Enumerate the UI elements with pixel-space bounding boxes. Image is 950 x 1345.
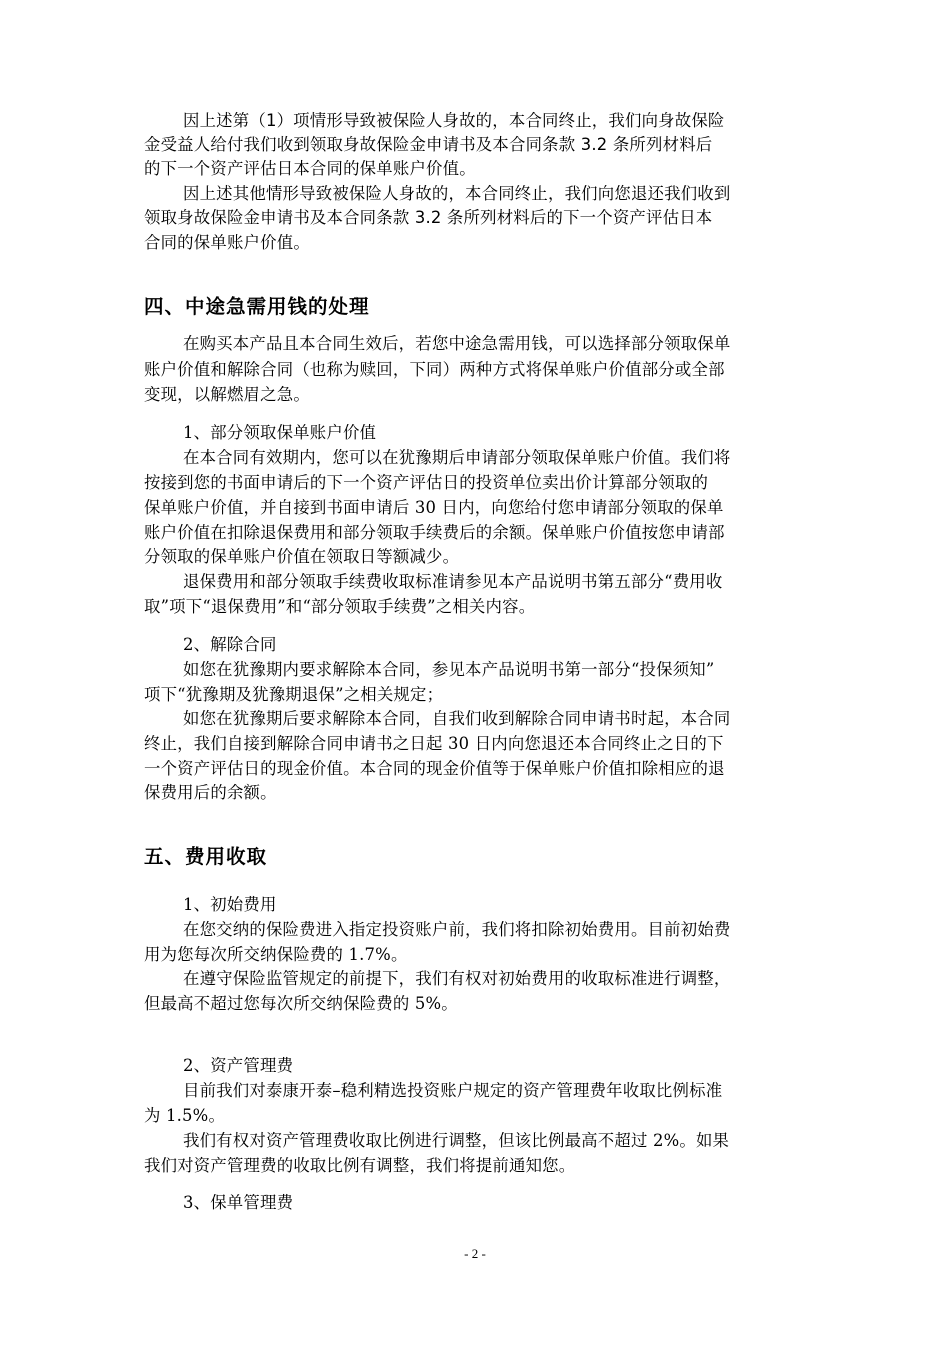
section5-item1-title: 1、初始费用 [183,895,277,914]
text-line: 按接到您的书面申请后的下一个资产评估日的投资单位卖出价计算部分领取的 [144,473,709,492]
text-line: 如您在犹豫期内要求解除本合同，参见本产品说明书第一部分“投保须知” [183,660,715,679]
text-line: 的下一个资产评估日本合同的保单账户价值。 [144,159,476,178]
text-line: 因上述其他情形导致被保险人身故的，本合同终止，我们向您退还我们收到 [183,184,731,203]
text-line: 为 1.5%。 [144,1106,226,1125]
text-line: 在遵守保险监管规定的前提下，我们有权对初始费用的收取标准进行调整， [183,969,731,988]
text-line: 保费用后的余额。 [144,783,277,802]
text-line: 变现，以解燃眉之急。 [144,385,310,404]
text-line: 保单账户价值，并自接到书面申请后 30 日内，向您给付您申请部分领取的保单 [144,498,724,517]
section5-item3-title: 3、保单管理费 [183,1193,294,1212]
text-line: 项下“犹豫期及犹豫期退保”之相关规定； [144,685,444,704]
text-line: 领取身故保险金申请书及本合同条款 3.2 条所列材料后的下一个资产评估日本 [144,208,713,227]
text-line: 用为您每次所交纳保险费的 1.7%。 [144,945,408,964]
text-line: 合同的保单账户价值。 [144,233,310,252]
text-line: 我们有权对资产管理费收取比例进行调整，但该比例最高不超过 2%。如果 [183,1131,730,1150]
section5-heading: 五、费用收取 [144,845,268,868]
text-line: 退保费用和部分领取手续费收取标准请参见本产品说明书第五部分“费用收 [183,572,723,591]
text-line: 但最高不超过您每次所交纳保险费的 5%。 [144,994,458,1013]
section4-item2-title: 2、解除合同 [183,635,277,654]
text-line: 在购买本产品且本合同生效后，若您中途急需用钱，可以选择部分领取保单 [183,334,731,353]
text-line: 金受益人给付我们收到领取身故保险金申请书及本合同条款 3.2 条所列材料后 [144,135,713,154]
text-line: 目前我们对泰康开泰–稳利精选投资账户规定的资产管理费年收取比例标准 [183,1081,723,1100]
text-line: 因上述第（1）项情形导致被保险人身故的，本合同终止，我们向身故保险 [183,111,725,130]
section4-item1-title: 1、部分领取保单账户价值 [183,423,377,442]
page-number: - 2 - [464,1246,486,1261]
text-line: 取”项下“退保费用”和“部分领取手续费”之相关内容。 [144,597,536,616]
text-line: 终止，我们自接到解除合同申请书之日起 30 日内向您退还本合同终止之日的下 [144,734,724,753]
text-line: 一个资产评估日的现金价值。本合同的现金价值等于保单账户价值扣除相应的退 [144,759,725,778]
text-line: 如您在犹豫期后要求解除本合同，自我们收到解除合同申请书时起，本合同 [183,709,731,728]
text-line: 在您交纳的保险费进入指定投资账户前，我们将扣除初始费用。目前初始费 [183,920,731,939]
text-line: 我们对资产管理费的收取比例有调整，我们将提前通知您。 [144,1156,576,1175]
text-line: 在本合同有效期内，您可以在犹豫期后申请部分领取保单账户价值。我们将 [183,448,731,467]
text-line: 账户价值在扣除退保费用和部分领取手续费后的余额。保单账户价值按您申请部 [144,523,725,542]
text-line: 账户价值和解除合同（也称为赎回，下同）两种方式将保单账户价值部分或全部 [144,360,725,379]
text-line: 分领取的保单账户价值在领取日等额减少。 [144,547,460,566]
section4-heading: 四、中途急需用钱的处理 [144,295,370,318]
section5-item2-title: 2、资产管理费 [183,1056,294,1075]
